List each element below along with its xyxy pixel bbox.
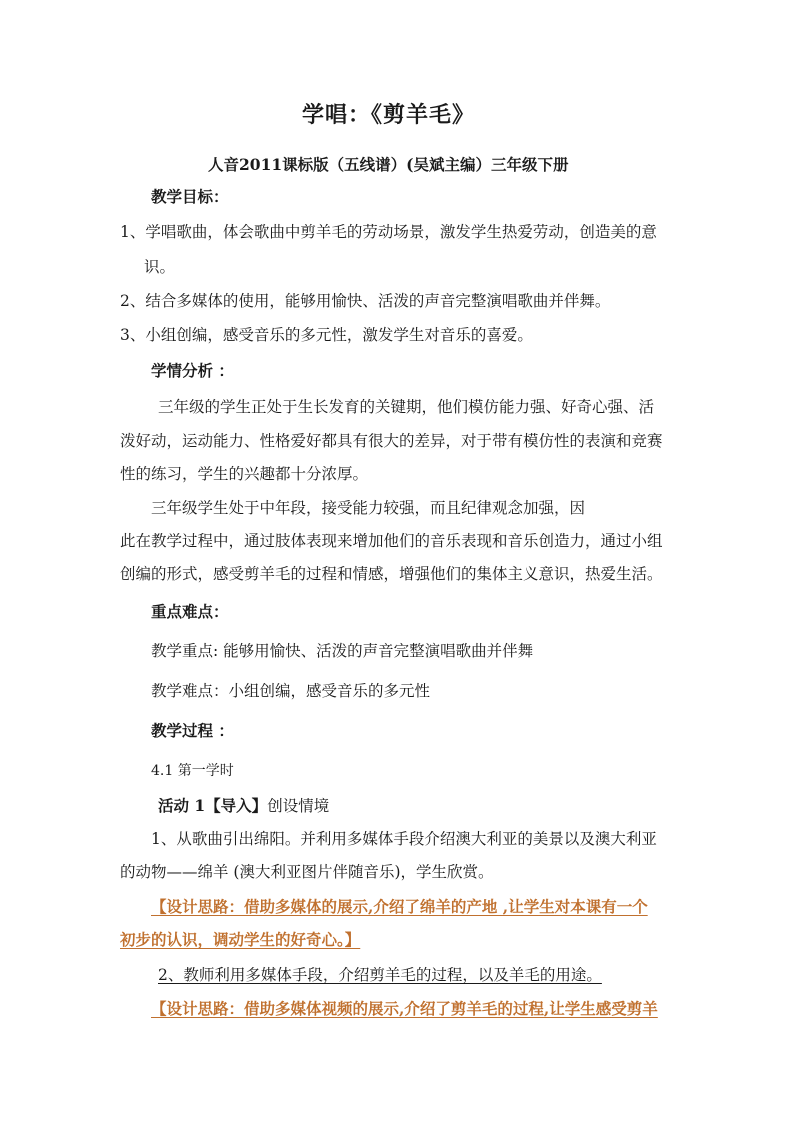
goal-item: 1、学唱歌曲，体会歌曲中剪羊毛的劳动场景，激发学生热爱劳动，创造美的意 <box>120 223 657 241</box>
analysis-line: 泼好动，运动能力、性格爱好都具有很大的差异，对于带有模仿性的表演和竞赛 <box>120 432 663 450</box>
activity-title: 创设情境 <box>267 797 330 815</box>
analysis-line: 创编的形式，感受剪羊毛的过程和情感，增强他们的集体主义意识，热爱生活。 <box>120 565 663 583</box>
process-heading: 教学过程 ： <box>151 721 234 740</box>
page-subtitle: 人音2011课标版（五线谱）(吴斌主编）三年级下册 <box>208 155 569 174</box>
goals-heading: 教学目标： <box>151 187 229 206</box>
analysis-line: 三年级学生处于中年段，接受能力较强，而且纪律观念加强，因 <box>151 499 586 517</box>
key-focus: 教学重点: 能够用愉快、活泼的声音完整演唱歌曲并伴舞 <box>151 642 534 660</box>
analysis-line: 三年级的学生正处于生长发育的关键期，他们模仿能力强、好奇心强、活 <box>158 398 655 416</box>
step-line: 的动物——绵羊 (澳大利亚图片伴随音乐)，学生欣赏。 <box>120 863 494 881</box>
key-heading: 重点难点： <box>151 602 229 621</box>
goal-item: 2、结合多媒体的使用，能够用愉快、活泼的声音完整演唱歌曲并伴舞。 <box>120 292 611 310</box>
activity-line <box>158 795 329 817</box>
analysis-line: 性的练习，学生的兴趣都十分浓厚。 <box>120 465 369 483</box>
activity-label: 活动 1【导入】 <box>158 796 268 815</box>
key-difficulty: 教学难点：小组创编，感受音乐的多元性 <box>151 682 431 700</box>
page-title: 学唱：《剪羊毛》 <box>302 102 476 128</box>
lesson-label: 4.1 第一学时 <box>151 763 234 779</box>
goal-item: 3、小组创编，感受音乐的多元性，激发学生对音乐的喜爱。 <box>120 326 533 344</box>
step-line: 1、从歌曲引出绵阳。并利用多媒体手段介绍澳大利亚的美景以及澳大利亚 <box>151 830 657 848</box>
analysis-line: 此在教学过程中，通过肢体表现来增加他们的音乐表现和音乐创造力，通过小组 <box>120 532 663 550</box>
design-note: 【设计思路：借助多媒体视频的展示,介绍了剪羊毛的过程,让学生感受剪羊 <box>151 999 658 1018</box>
goal-item: 识。 <box>144 258 176 276</box>
step-line: 2、教师利用多媒体手段，介绍剪羊毛的过程，以及羊毛的用途。 <box>158 966 602 984</box>
design-note: 初步的认识，调动学生的好奇心。】 <box>120 930 361 949</box>
analysis-heading: 学情分析 ： <box>151 361 234 380</box>
design-note: 【设计思路：借助多媒体的展示,介绍了绵羊的产地 ,让学生对本课有一个 <box>151 897 648 916</box>
